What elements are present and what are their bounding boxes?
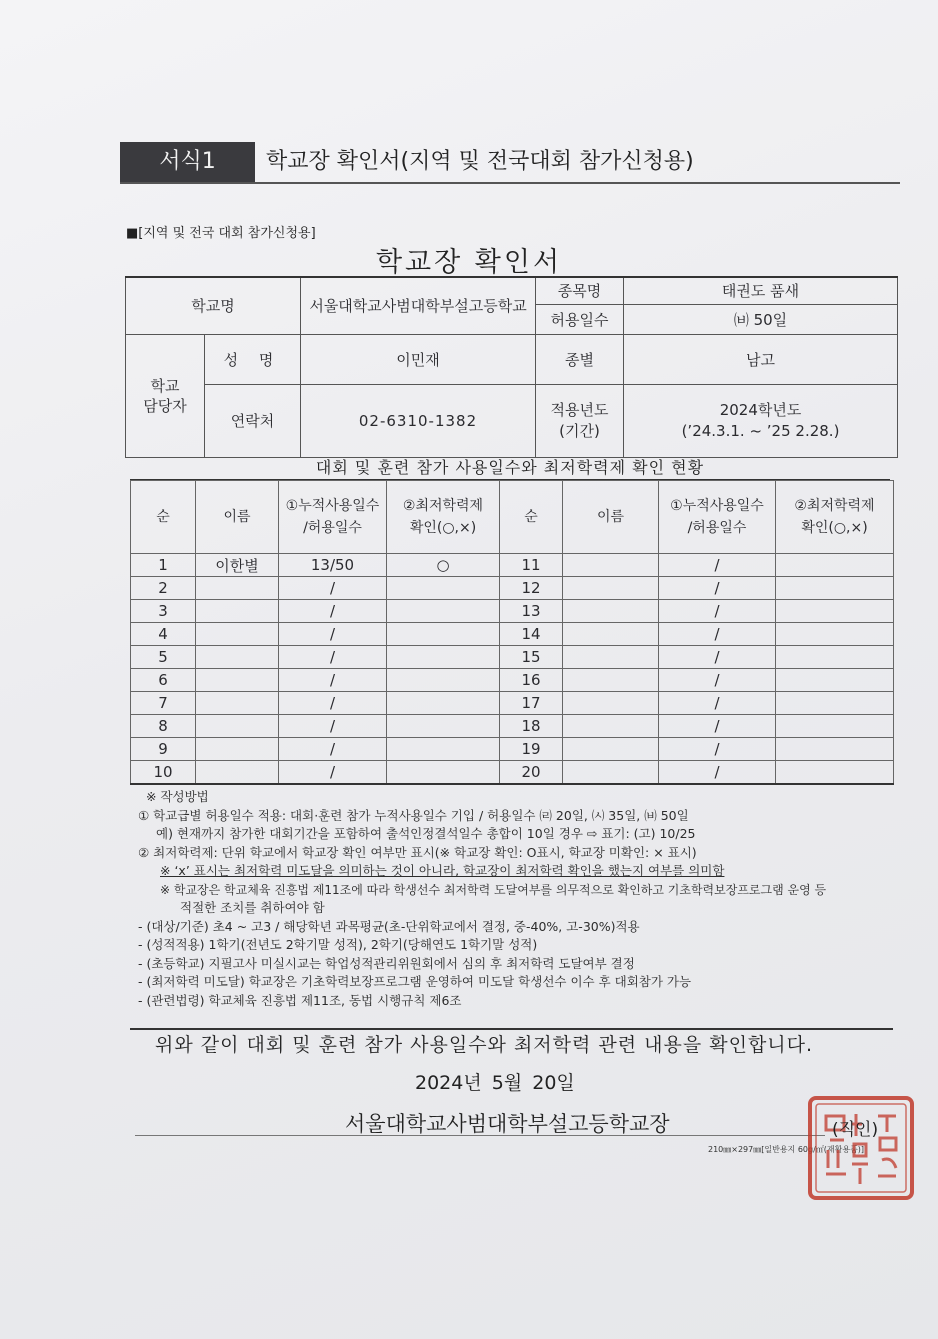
row-check-2 [776,554,894,577]
row-seq-2: 11 [500,554,563,577]
row-seq: 10 [131,761,196,785]
allow-value: ㈅ 50일 [624,304,898,334]
row-name-2 [563,646,659,669]
row-check-2 [776,669,894,692]
row-check-2 [776,623,894,646]
header-check: ②최저학력제 확인(○,×) [387,481,500,554]
row-days-2: / [659,669,776,692]
contact-value: 02-6310-1382 [301,384,536,457]
name-value: 이민재 [301,334,536,384]
row-name [196,761,279,785]
confirm-statement: 위와 같이 대회 및 훈련 참가 사용일수와 최저학력 관련 내용을 확인합니다. [155,1034,814,1056]
row-seq: 9 [131,738,196,761]
row-name: 이한별 [196,554,279,577]
row-check [387,577,500,600]
row-days: / [279,600,387,623]
year-value: 2024학년도 [719,400,802,419]
row-seq: 8 [131,715,196,738]
row-check [387,738,500,761]
row-days: 13/50 [279,554,387,577]
row-seq-2: 18 [500,715,563,738]
paper-spec: 210㎜×297㎜[일반용지 60g/㎡(재활용품)] [708,1145,865,1154]
row-name-2 [563,761,659,785]
year-label: 적용년도 (기간) [536,384,624,457]
row-name [196,692,279,715]
table-row [131,761,894,785]
header-days-2: ①누적사용일수 /허용일수 [659,481,776,554]
table-row [131,554,894,577]
row-check-2 [776,715,894,738]
form-header [120,142,900,184]
official-seal-icon [806,1094,916,1202]
event-value: 태권도 품새 [624,277,898,304]
row-seq: 5 [131,646,196,669]
detail-2: - (성적적용) 1학기(전년도 2학기말 성적), 2학기(당해연도 1학기말 성적) [138,937,538,952]
detail-3: - (초등학교) 지필고사 미실시교는 학업성적관리위원회에서 심의 후 최저학력 도달여부 결정 [138,955,635,971]
row-seq-2: 14 [500,623,563,646]
school-label: 학교명 [126,277,301,334]
row-name-2 [563,600,659,623]
row-check-2 [776,600,894,623]
detail-4: - (최저학력 미도달) 학교장은 기초학력보장프로그램 운영하여 미도달 학생선수 이수 후 대회참가 가능 [138,974,692,989]
row-name-2 [563,554,659,577]
row-seq: 3 [131,600,196,623]
row-seq-2: 13 [500,600,563,623]
row-check: ○ [387,554,500,577]
note-2b: ※ 학교장은 학교체육 진흥법 제11조에 따라 학생선수 최저학력 도달여부를 의무적으로 확인하고 기초학력보장프로그램 운영 등 [160,882,827,897]
row-days: / [279,623,387,646]
status-title: 대회 및 훈련 참가 사용일수와 최저학력제 확인 현황 [130,457,890,481]
note-1: ① 학교급별 허용일수 적용: 대회·훈련 참가 누적사용일수 기입 / 허용일수 ㈃ 20일, ㈆ 35일, ㈅ 50일 [138,807,689,823]
detail-1: - (대상/기준) 초4 ~ 고3 / 해당학년 과목평균(초-단위학교에서 결정, 중-40%, 고-30%)적용 [138,918,640,934]
header-name-2: 이름 [563,481,659,554]
row-days-2: / [659,577,776,600]
table-row [131,738,894,761]
row-seq-2: 20 [500,761,563,785]
row-check-2 [776,577,894,600]
row-name-2 [563,738,659,761]
row-days-2: / [659,646,776,669]
row-days-2: / [659,554,776,577]
row-name [196,715,279,738]
table-row [131,646,894,669]
row-days-2: / [659,692,776,715]
instructions [138,788,893,1010]
row-seq: 4 [131,623,196,646]
header-seq-2: 순 [500,481,563,554]
table-row [131,715,894,738]
row-check-2 [776,761,894,785]
signature-line [135,1135,825,1136]
row-seq: 1 [131,554,196,577]
school-value: 서울대학교사범대학부설고등학교 [301,277,536,334]
row-seq-2: 19 [500,738,563,761]
table-body [131,554,894,785]
row-name-2 [563,577,659,600]
row-name [196,669,279,692]
row-days: / [279,669,387,692]
period-value: (’24.3.1. ~ ’25 2.28.) [681,421,840,440]
row-check-2 [776,646,894,669]
row-name [196,738,279,761]
row-name [196,623,279,646]
form-title: 학교장 확인서(지역 및 전국대회 참가신청용) [266,149,694,174]
row-name [196,577,279,600]
allow-label: 허용일수 [536,304,624,334]
year-cell [624,384,898,457]
participation-table [130,480,894,785]
document-title: 학교장 확인서 [375,247,563,278]
name-label: 성 명 [205,334,301,384]
category-label: 종별 [536,334,624,384]
row-check [387,646,500,669]
header-name: 이름 [196,481,279,554]
note-2: ② 최저학력제: 단위 학교에서 학교장 확인 여부만 표시(※ 학교장 확인: O표시, 학교장 미확인: × 표시) [138,844,697,860]
contact-label: 연락처 [205,384,301,457]
row-days-2: / [659,600,776,623]
row-name [196,600,279,623]
table-header-row [131,481,894,554]
school-info-table [125,276,898,458]
row-days: / [279,577,387,600]
row-name-2 [563,692,659,715]
row-check [387,761,500,785]
sub-tag: ■[지역 및 전국 대회 참가신청용] [126,226,316,241]
row-seq-2: 15 [500,646,563,669]
row-seq: 6 [131,669,196,692]
header-seq: 순 [131,481,196,554]
form-number: 서식1 [120,142,255,182]
row-seq-2: 16 [500,669,563,692]
row-days-2: / [659,623,776,646]
note-2a: ※ ‘x’ 표시는 최저학력 미도달을 의미하는 것이 아니라, 학교장이 최저학력 확인을 했는지 여부를 의미함 [160,863,725,878]
row-days: / [279,646,387,669]
signer-name: 서울대학교사범대학부설고등학교장 [345,1112,670,1136]
row-check [387,669,500,692]
note-2b-cont: 적절한 조치를 취하여야 함 [180,900,325,915]
header-days: ①누적사용일수 /허용일수 [279,481,387,554]
row-name-2 [563,715,659,738]
row-check [387,600,500,623]
category-value: 남고 [624,334,898,384]
row-days: / [279,738,387,761]
notes-heading: ※ 작성방법 [146,789,209,804]
header-check-2: ②최저학력제 확인(○,×) [776,481,894,554]
row-seq-2: 17 [500,692,563,715]
table-row [131,600,894,623]
manager-label: 학교 담당자 [126,334,205,457]
table-row [131,669,894,692]
row-check-2 [776,692,894,715]
table-row [131,692,894,715]
detail-5: - (관련법령) 학교체육 진흥법 제11조, 동법 시행규칙 제6조 [138,992,462,1008]
row-days-2: / [659,738,776,761]
table-row [131,577,894,600]
row-days: / [279,761,387,785]
table-row [131,623,894,646]
row-days-2: / [659,761,776,785]
event-label: 종목명 [536,277,624,304]
row-days: / [279,715,387,738]
row-days-2: / [659,715,776,738]
issue-date: 2024년 5월 20일 [415,1072,575,1094]
row-seq: 2 [131,577,196,600]
row-name-2 [563,623,659,646]
row-name-2 [563,669,659,692]
row-days: / [279,692,387,715]
note-1-example: 예) 현재까지 참가한 대회기간을 포함하여 출석인정결석일수 총합이 10일 경우 ⇨ 표기: (고) 10/25 [156,826,696,841]
row-seq: 7 [131,692,196,715]
row-name [196,646,279,669]
row-check-2 [776,738,894,761]
row-check [387,692,500,715]
seal-mark: (직인) [832,1120,879,1140]
row-check [387,623,500,646]
row-seq-2: 12 [500,577,563,600]
row-check [387,715,500,738]
